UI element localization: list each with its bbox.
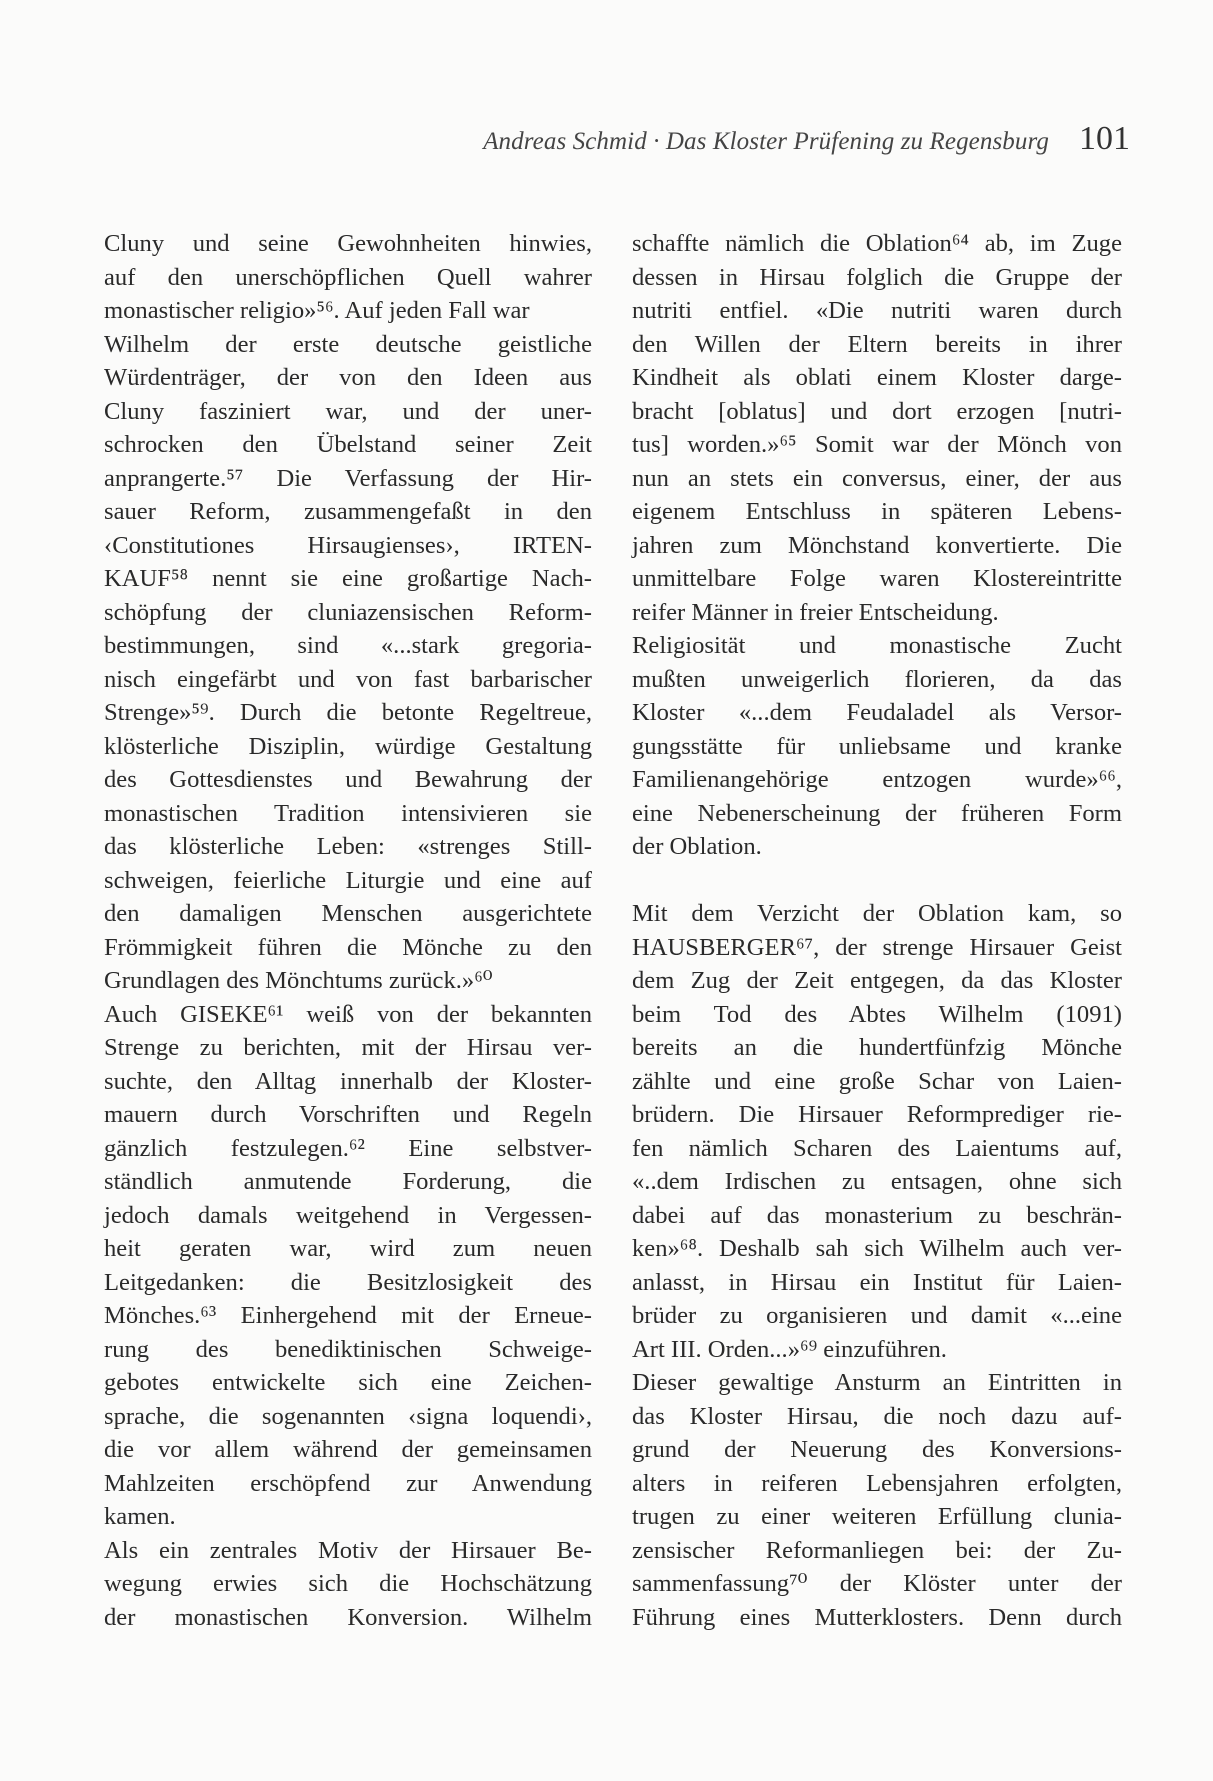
- text-line: beim Tod des Abtes Wilhelm (1091): [632, 1000, 1122, 1028]
- text-line: Grundlagen des Mönchtums zurück.»⁶⁰: [104, 967, 493, 994]
- text-line: rung des benediktinischen Schweige-: [104, 1335, 592, 1363]
- text-line: nisch eingefärbt und von fast barbarischer: [104, 665, 592, 693]
- text-line: eine Nebenerscheinung der früheren Form: [632, 799, 1122, 827]
- text-line: mauern durch Vorschriften und Regeln: [104, 1101, 592, 1128]
- text-line: auf den unerschöpflichen Quell wahrer: [104, 263, 592, 291]
- text-line: kamen.: [104, 1503, 176, 1530]
- text-line: [632, 864, 1122, 898]
- text-line: Als ein zentrales Motiv der Hirsauer Be-: [104, 1536, 592, 1564]
- text-line: ständlich anmutende Forderung, die: [104, 1168, 592, 1195]
- text-line: bracht [oblatus] und dort erzogen [nutri-: [632, 397, 1122, 425]
- text-line: nutriti entfiel. «Die nutriti waren durch: [632, 297, 1122, 324]
- text-line: bereits an die hundertfünfzig Mönche: [632, 1034, 1122, 1061]
- text-line: sammenfassung⁷⁰ der Klöster unter der: [632, 1570, 1122, 1597]
- text-line: suchte, den Alltag innerhalb der Kloster-: [104, 1067, 592, 1095]
- text-column-left: [104, 227, 592, 1634]
- text-line: schrocken den Übelstand seiner Zeit: [104, 431, 592, 458]
- text-line: fen nämlich Scharen des Laientums auf,: [632, 1134, 1122, 1162]
- text-line: alters in reiferen Lebensjahren erfolgten,: [632, 1469, 1122, 1497]
- text-line: gebotes entwickelte sich eine Zeichen-: [104, 1369, 592, 1396]
- text-line: ken»⁶⁸. Deshalb sah sich Wilhelm auch ver-: [632, 1235, 1122, 1262]
- text-line: ‹Constitutiones Hirsaugienses›, IRTEN-: [104, 531, 592, 559]
- text-line: Kloster «...dem Feudaladel als Versor-: [632, 699, 1122, 726]
- text-line: Mönches.⁶³ Einhergehend mit der Erneue-: [104, 1302, 592, 1329]
- text-line: tus] worden.»⁶⁵ Somit war der Mönch von: [632, 431, 1122, 458]
- text-line: Dieser gewaltige Ansturm an Eintritten in: [632, 1369, 1122, 1396]
- text-line: der Oblation.: [632, 833, 762, 860]
- text-line: klösterliche Disziplin, würdige Gestaltung: [104, 732, 592, 760]
- text-line: bestimmungen, sind «...stark gregoria-: [104, 632, 592, 659]
- running-title: Andreas Schmid · Das Kloster Prüfening zu Regensburg: [483, 128, 1049, 155]
- text-line: monastischen Tradition intensivieren sie: [104, 799, 592, 827]
- text-line: schaffte nämlich die Oblation⁶⁴ ab, im Zuge: [632, 230, 1122, 257]
- text-line: schöpfung der cluniazensischen Reform-: [104, 598, 592, 626]
- text-line: trugen zu einer weiteren Erfüllung clunia-: [632, 1503, 1122, 1530]
- text-line: monastischer religio»⁵⁶. Auf jeden Fall war: [104, 297, 530, 324]
- text-line: dabei auf das monasterium zu beschrän-: [632, 1201, 1122, 1229]
- text-line: KAUF⁵⁸ nennt sie eine großartige Nach-: [104, 565, 592, 592]
- text-line: schweigen, feierliche Liturgie und eine auf: [104, 866, 592, 894]
- text-line: zensischer Reformanliegen bei: der Zu-: [632, 1536, 1122, 1564]
- text-line: Art III. Orden...»⁶⁹ einzuführen.: [632, 1335, 947, 1363]
- text-line: den damaligen Menschen ausgerichtete: [104, 900, 592, 927]
- text-line: der monastischen Konversion. Wilhelm: [104, 1603, 592, 1631]
- text-line: Leitgedanken: die Besitzlosigkeit des: [104, 1268, 592, 1296]
- text-line: nun an stets ein conversus, einer, der aus: [632, 464, 1122, 492]
- text-line: Frömmigkeit führen die Mönche zu den: [104, 933, 592, 961]
- text-line: dessen in Hirsau folglich die Gruppe der: [632, 263, 1122, 291]
- text-line: den Willen der Eltern bereits in ihrer: [632, 330, 1122, 358]
- text-column-right: [632, 227, 1122, 1634]
- text-line: Würdenträger, der von den Ideen aus: [104, 364, 592, 391]
- text-line: des Gottesdienstes und Bewahrung der: [104, 766, 592, 793]
- text-line: wegung erwies sich die Hochschätzung: [104, 1570, 592, 1597]
- text-line: «..dem Irdischen zu entsagen, ohne sich: [632, 1168, 1122, 1195]
- running-head: [440, 120, 1130, 168]
- text-line: Strenge zu berichten, mit der Hirsau ver-: [104, 1034, 592, 1061]
- text-line: jedoch damals weitgehend in Vergessen-: [104, 1201, 592, 1229]
- text-line: Religiosität und monastische Zucht: [632, 632, 1122, 659]
- text-line: eigenem Entschluss in späteren Lebens-: [632, 498, 1122, 525]
- text-line: Kindheit als oblati einem Kloster darge-: [632, 364, 1122, 391]
- text-line: die vor allem während der gemeinsamen: [104, 1436, 592, 1463]
- text-line: unmittelbare Folge waren Klostereintritte: [632, 565, 1122, 592]
- text-line: anlasst, in Hirsau ein Institut für Laien-: [632, 1268, 1122, 1296]
- text-line: zählte und eine große Schar von Laien-: [632, 1067, 1122, 1095]
- page-number: 101: [1079, 120, 1130, 157]
- text-line: Mit dem Verzicht der Oblation kam, so: [632, 900, 1122, 927]
- text-line: Wilhelm der erste deutsche geistliche: [104, 330, 592, 358]
- text-line: heit geraten war, wird zum neuen: [104, 1235, 592, 1262]
- text-line: das klösterliche Leben: «strenges Still-: [104, 833, 592, 860]
- text-line: HAUSBERGER⁶⁷, der strenge Hirsauer Geist: [632, 933, 1122, 961]
- text-line: Familienangehörige entzogen wurde»⁶⁶,: [632, 766, 1122, 793]
- text-line: das Kloster Hirsau, die noch dazu auf-: [632, 1402, 1122, 1430]
- text-line: Cluny und seine Gewohnheiten hinwies,: [104, 230, 592, 257]
- text-line: gungsstätte für unliebsame und kranke: [632, 732, 1122, 760]
- text-line: dem Zug der Zeit entgegen, da das Kloster: [632, 967, 1122, 994]
- text-line: Mahlzeiten erschöpfend zur Anwendung: [104, 1469, 592, 1497]
- text-line: sauer Reform, zusammengefaßt in den: [104, 498, 592, 525]
- text-line: mußten unweigerlich florieren, da das: [632, 665, 1122, 693]
- text-line: jahren zum Mönchstand konvertierte. Die: [632, 531, 1122, 559]
- text-line: brüdern. Die Hirsauer Reformprediger rie-: [632, 1101, 1122, 1128]
- text-line: gänzlich festzulegen.⁶² Eine selbstver-: [104, 1134, 592, 1162]
- text-line: reifer Männer in freier Entscheidung.: [632, 598, 999, 626]
- text-line: brüder zu organisieren und damit «...eine: [632, 1302, 1122, 1329]
- text-line: grund der Neuerung des Konversions-: [632, 1436, 1122, 1463]
- text-line: Auch GISEKE⁶¹ weiß von der bekannten: [104, 1000, 592, 1028]
- text-line: Führung eines Mutterklosters. Denn durch: [632, 1603, 1122, 1631]
- text-line: anprangerte.⁵⁷ Die Verfassung der Hir-: [104, 464, 592, 492]
- text-line: Cluny fasziniert war, und der uner-: [104, 397, 592, 425]
- text-line: Strenge»⁵⁹. Durch die betonte Regeltreue,: [104, 699, 592, 726]
- text-line: sprache, die sogenannten ‹signa loquendi›,: [104, 1402, 592, 1430]
